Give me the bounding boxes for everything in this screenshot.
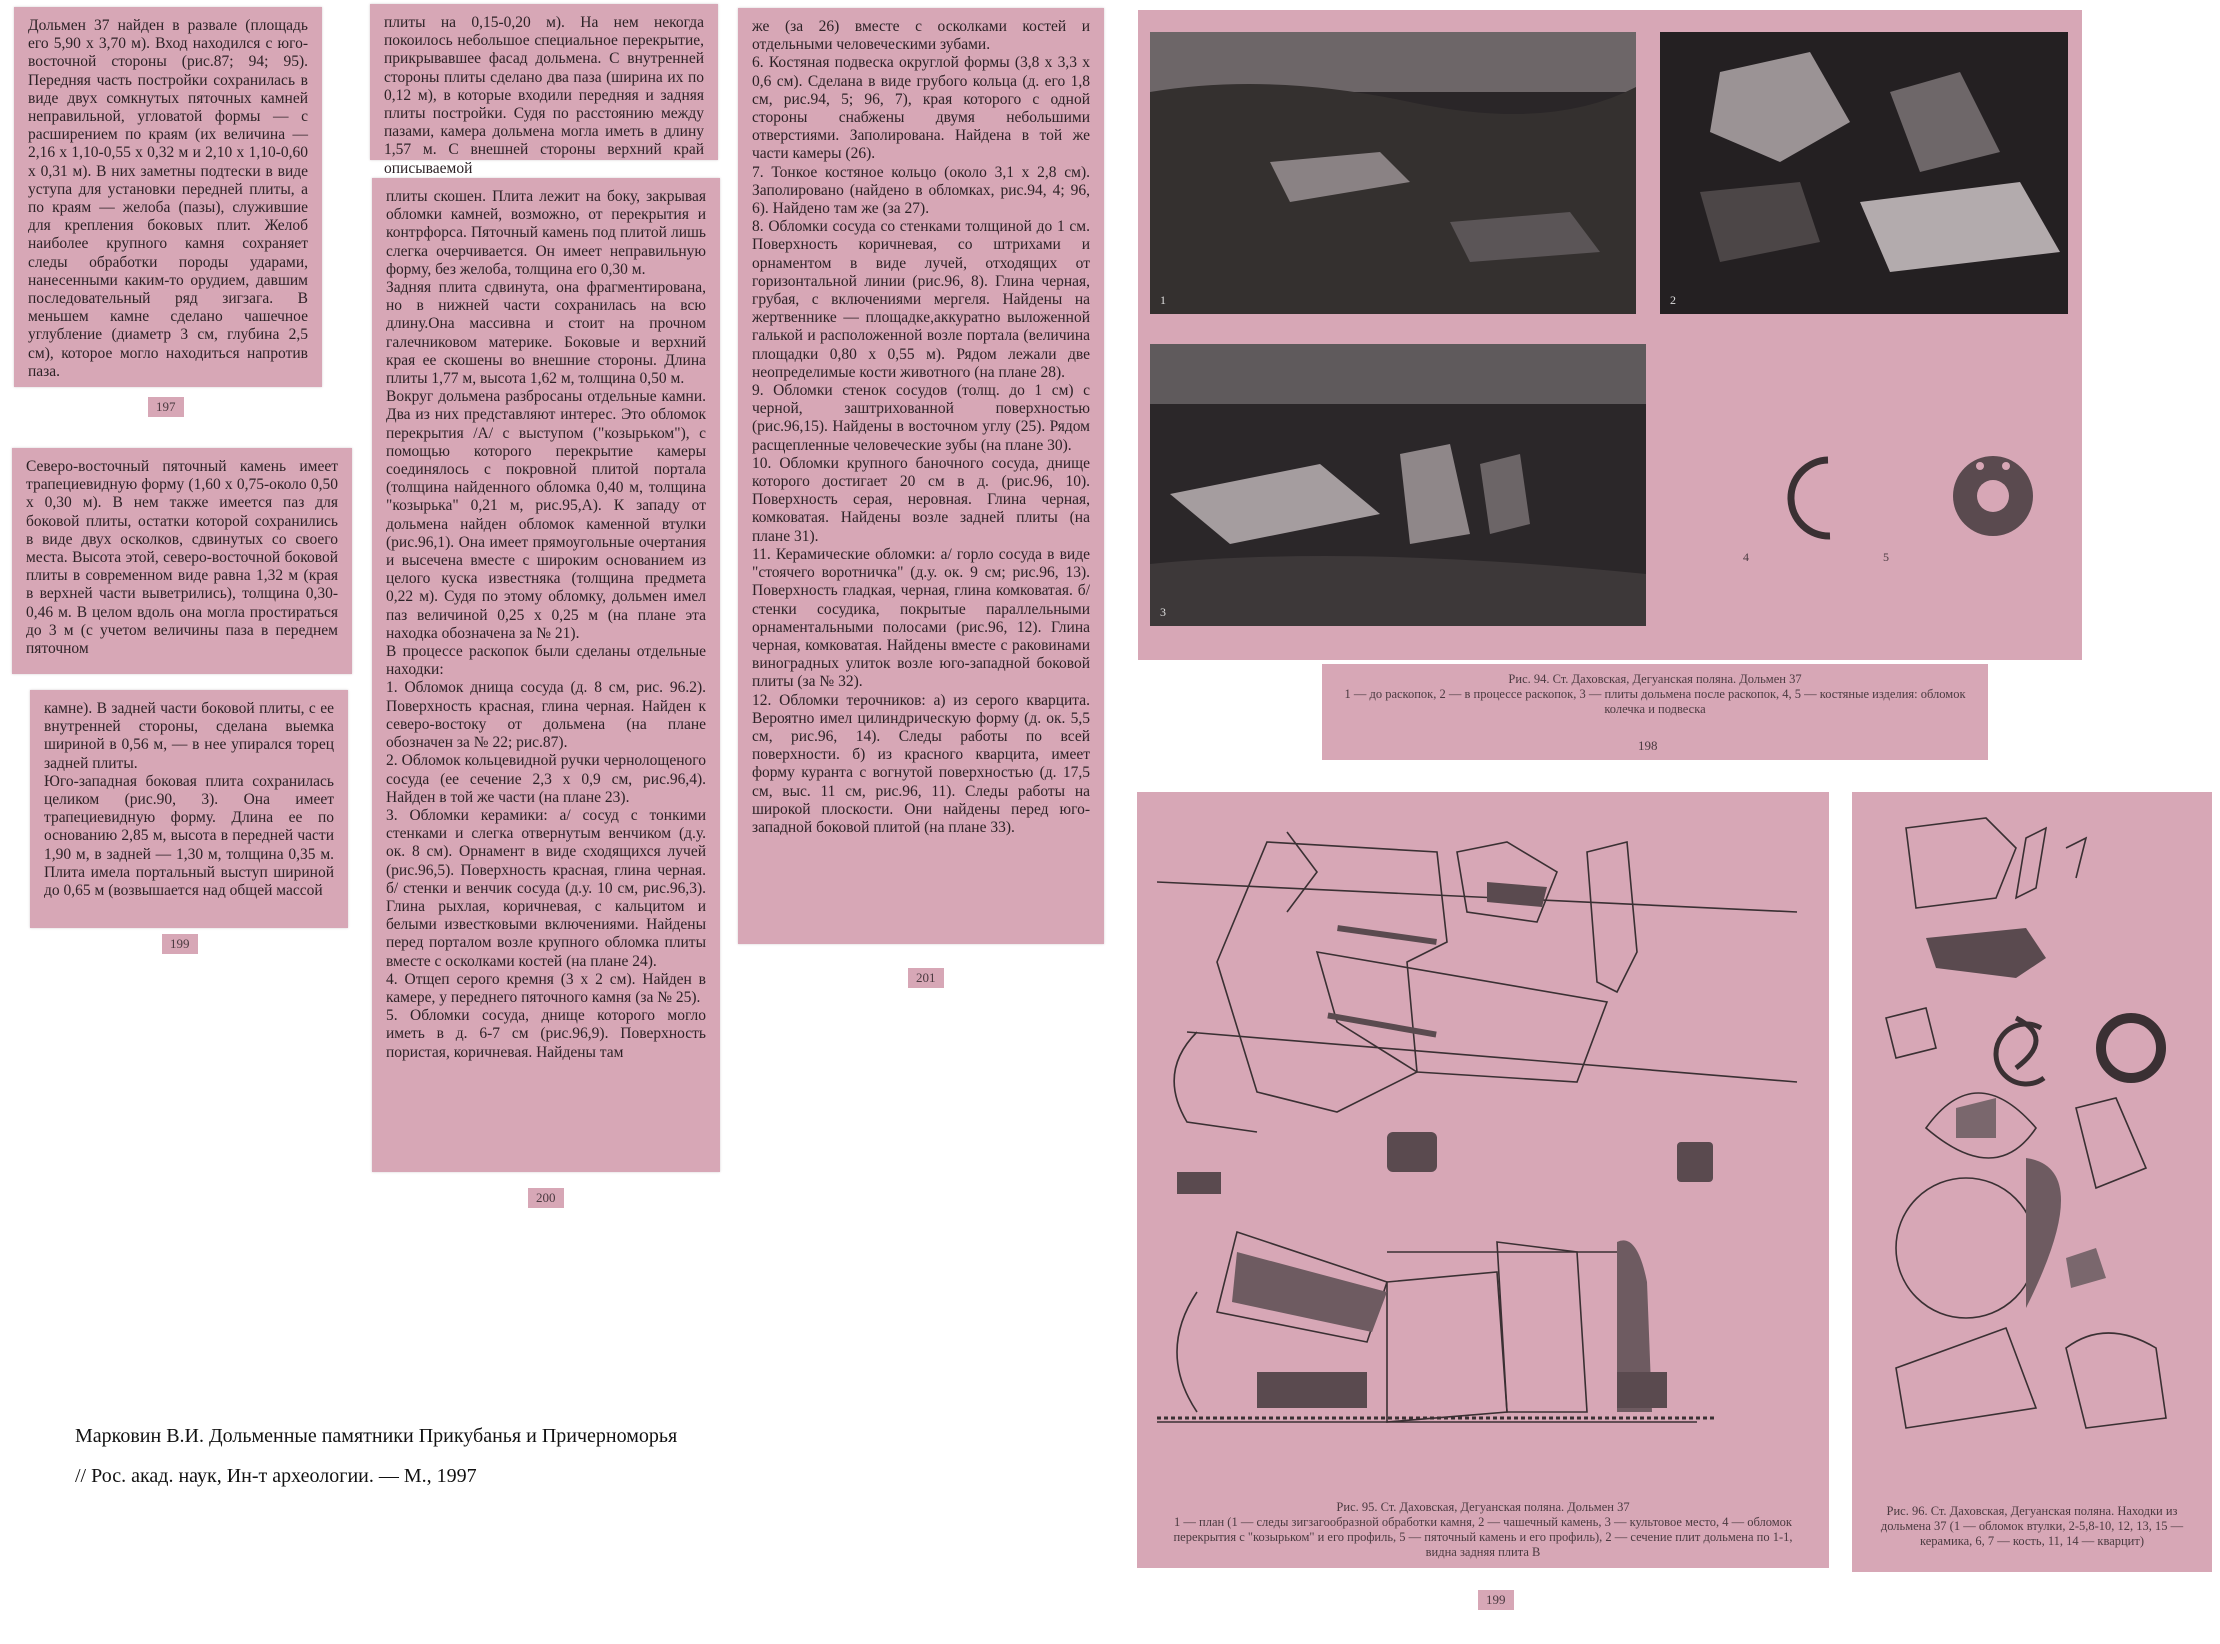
photo-1 [1150, 32, 1636, 314]
photo-label: 2 [1670, 293, 1676, 307]
page-number: 199 [162, 934, 198, 954]
text-block: же (за 26) вместе с осколками костей и отдельными человеческими зубами. 6. Костяная подвеска округлой формы (3,8 х 3,3 х 0,6 см). Сделана в виде грубого кольца (д. его 1,8 см, рис.94, 5; 96, 7), края которого с одной стороны снабжены двумя небольшими отверстиями. Заполирована. Найдена в той же части камеры (26). 7. Тонкое костяное кольцо (около 3,1 х 2,8 см). Заполировано (найдено в обломках, рис.94, 4; 96, 6). Найдено там же (за 27). 8. Обломки сосуда со стенками толщиной до 1 см. Поверхность коричневая, со штрихами и орнаментом в виде лучей, отходящих от горизонтальной линии (рис.96, 8). Глина черная, грубая, с включениями мергеля. Найдены на жертвеннике — площадке,аккуратно выложенной галькой и расположенной возле портала (величина площадки 0,80 х 0,55 м). Рядом лежали две неопределимые кости животного (на плане 28). 9. Обломки стенок сосудов (толщ. до 1 см) с черной, заштрихованной поверхностью (рис.96,15). Найдены в восточном углу (25). Рядом расщепленные человеческие зубы (на плане 30). 10. Обломки крупного баночного сосуда, днище которого достигает 20 см в д. (рис.96, 10). Поверхность серая, неровная. Глина черная, комковатая. Найдены возле задней плиты (на плане 31). 11. Керамические обломки: а/ горло сосуда в виде "стоячего воротничка" (д.у. ок. 9 см; рис.96, 13). Поверхность гладкая, черная, глина комковатая. б/ стенки сосудика, покрытые параллельными орнаментальными полосами (рис.96, 12). Глина черная, комковатая. Найдены вместе с раковинами виноградных улиток возле юго-западной боковой плиты (за № 32). 12. Обломки терочников: а) из серого кварцита. Вероятно имел цилиндрическую форму (д. ок. 5,5 см, рис.96, 14). Следы работы по всей поверхности. б) из красного кварцита, имеет форму куранта с вогнутой поверхностью (д. 17,5 см, выс. 11 см, рис.96, 11). Следы работы на широкой плоскости. Они найдены перед юго-западной боковой плитой (на плане 33). [752, 18, 1090, 836]
text-block: Северо-восточный пяточный камень имеет трапециевидную форму (1,60 х 0,75-около 0,50 х 0,30 м). В нем также имеется паз для боковой плиты, остатки которой сохранились в виде двух осколков, сдвинутых со своего места. Высота этой, северо-восточной боковой плиты в современном виде равна 1,32 м (края в верхней части выветрились), толщина 0,30-0,46 м. В целом вдоль она могла простираться до 3 м (с учетом величины паза в переднем пяточном [26, 458, 338, 658]
ring-illustration [1758, 440, 2058, 580]
dolmen-plan-drawing [1157, 812, 1809, 1452]
text-block: камне). В задней части боковой плиты, с ее внутренней стороны, сделана выемка шириной в 0,56 м, — в нее упирался торец задней плиты. Юго-западная боковая плита сохранилась целиком (рис.90, 3). Она имеет трапециевидную форму. Длина ее по основанию 2,85 м, высота в передней части 1,90 м, в задней — 1,30 м, толщина 0,35 м. Плита имела портальный выступ шириной до 0,65 м (возвышается над общей массой [44, 700, 334, 900]
photo-3 [1150, 344, 1646, 626]
text-clip-1c [30, 690, 348, 928]
page-number: 199 [1478, 1590, 1514, 1610]
text-clip-1b [12, 448, 352, 674]
text-clip-2a [370, 4, 718, 177]
photo-label: 1 [1160, 293, 1166, 307]
figure-94-panel [1138, 10, 2082, 660]
page-number: 200 [528, 1188, 564, 1208]
page-number: 198 [1630, 736, 1666, 756]
text-block: плиты скошен. Плита лежит на боку, закрывая обломки камней, возможно, от перекрытия и контрфорса. Пяточный камень под плитой лишь слегка очерчивается. Он имеет неправильную форму, без желоба, толщина его 0,30 м. Задняя плита сдвинута, она фрагментирована, но в нижней части сохранилась на всю длину.Она массивна и стоит на прочном галечниковом материке. Боковые и верхний края ее скошены во внешние стороны. Длина плиты 1,77 м, высота 1,62 м, толщина 0,50 м. Вокруг дольмена разбросаны отдельные камни. Два из них представляют интерес. Это обломок перекрытия /А/ с выступом ("козырьком"), с помощью которого перекрытие камеры соединялось с покровной плитой портала (толщина найденного обломка 0,40 м, толщина "козырька" 0,21 м, рис.95,А). К западу от дольмена найден обломок каменной втулки (рис.96,1). Она имеет прямоугольные очертания и высечена вместе с широким основанием из целого куска известняка (толщина предмета 0,22 м). Судя по этому обломку, дольмен имел паз величиной 0,25 х 0,25 м (на плане эта находка обозначена за № 21). В процессе раскопок были сделаны отдельные находки: 1. Обломок днища сосуда (д. 8 см, рис. 96.2). Поверхность красная, глина черная. Найден к северо-востоку от дольмена (на плане обозначен за № 22; рис.87). 2. Обломок кольцевидной ручки чернолощеного сосуда (ее сечение 2,3 х 0,9 см, рис.96,4). Найден в той же части (на плане 23). 3. Обломки керамики: а/ сосуд с тонкими стенками и слегка отвернутым венчиком (д.у. ок. 8 см). Орнамент в виде сходящихся лучей (рис.96,5). Поверхность красная, глина черная. б/ стенки и венчик сосуда (д.у. 10 см, рис.96,3). Глина рыхлая, коричневая, с кальцитом и белыми известковыми включениями. Найдены перед порталом возле крупного обломка плиты вместе с осколками костей (на плане 24). 4. Отщеп серого кремня (3 х 2 см). Найден в камере, у переднего пяточного камня (за № 25). 5. Обломки сосуда, днище которого могло иметь в д. 6-7 см (рис.96,9). Поверхность пористая, коричневая. Найдены там [386, 188, 706, 1061]
citation-line-2: // Рос. акад. наук, Ин-т археологии. — М., 1997 [75, 1465, 477, 1487]
text-clip-2b [372, 178, 720, 1172]
figure-94-caption: Рис. 94. Ст. Даховская, Дегуанская поляна. Дольмен 37 1 — до раскопок, 2 — в процессе раскопок, 3 — плиты дольмена после раскопок, 4, 5 — костяные изделия: обломок колечка и подвеска [1344, 672, 1966, 716]
figure-96-caption: Рис. 96. Ст. Даховская, Дегуанская поляна. Находки из дольмена 37 (1 — обломок втулки, 2-5,8-10, 12, 13, 15 — керамика, 6, 7 — кость, 11, 14 — кварцит) [1880, 1504, 2184, 1548]
citation-line-1: Марковин В.И. Дольменные памятники Прикубанья и Причерноморья [75, 1425, 678, 1447]
figure-95-panel [1137, 792, 1829, 1568]
figure-95-caption: Рис. 95. Ст. Даховская, Дегуанская поляна. Дольмен 37 1 — план (1 — следы зигзагообразной обработки камня, 2 — чашечный камень, 3 — культовое место, 4 — обломок перекрытия с "козырьком" и его профиль, 5 — пяточный камень и его профиль), 2 — сечение плит дольмена по 1-1, видна задняя плита В [1173, 1500, 1793, 1559]
figure-label: 4 [1743, 550, 1749, 564]
finds-drawing [1866, 808, 2198, 1468]
text-block: плиты на 0,15-0,20 м). На нем некогда покоилось небольшое специальное перекрытие, прикрывавшее фасад дольмена. С внутренней стороны плиты сделано два паза (ширина их по 0,12 м), в которые входили передняя и задняя плиты постройки. Судя по расстоянию между пазами, камера дольмена могла иметь в длину 1,57 м. С внешней стороны верхний край описываемой [384, 14, 704, 177]
figure-96-panel [1852, 792, 2212, 1572]
text-block: Дольмен 37 найден в развале (площадь его 5,90 х 3,70 м). Вход находился с юго-восточной стороны (рис.87; 94; 95). Передняя часть постройки сохранилась в виде двух сомкнутых пяточных камней неправильной, угловатой формы — с расширением по краям (их величина — 2,16 х 1,10-0,55 х 0,32 м и 2,10 х 1,10-0,60 х 0,31 м). В них заметны подтески в виде уступа для установки передней плиты, а по краям — желоба (пазы), служившие для крепления боковых плит. Желоб наиболее крупного камня сохраняет следы обработки породы ударами, нанесенными каким-то орудием, давшим последовательный ряд зигзага. В меньшем камне сделано чашечное углубление (диаметр 3 см, глубина 2,5 см), которое могло находиться напротив паза. [28, 17, 308, 380]
photo-2 [1660, 32, 2068, 314]
text-clip-1a [14, 7, 322, 387]
photo-label: 3 [1160, 605, 1166, 619]
page-number: 201 [908, 968, 944, 988]
figure-label: 5 [1883, 550, 1889, 564]
text-clip-3a [738, 8, 1104, 944]
page-number: 197 [148, 397, 184, 417]
